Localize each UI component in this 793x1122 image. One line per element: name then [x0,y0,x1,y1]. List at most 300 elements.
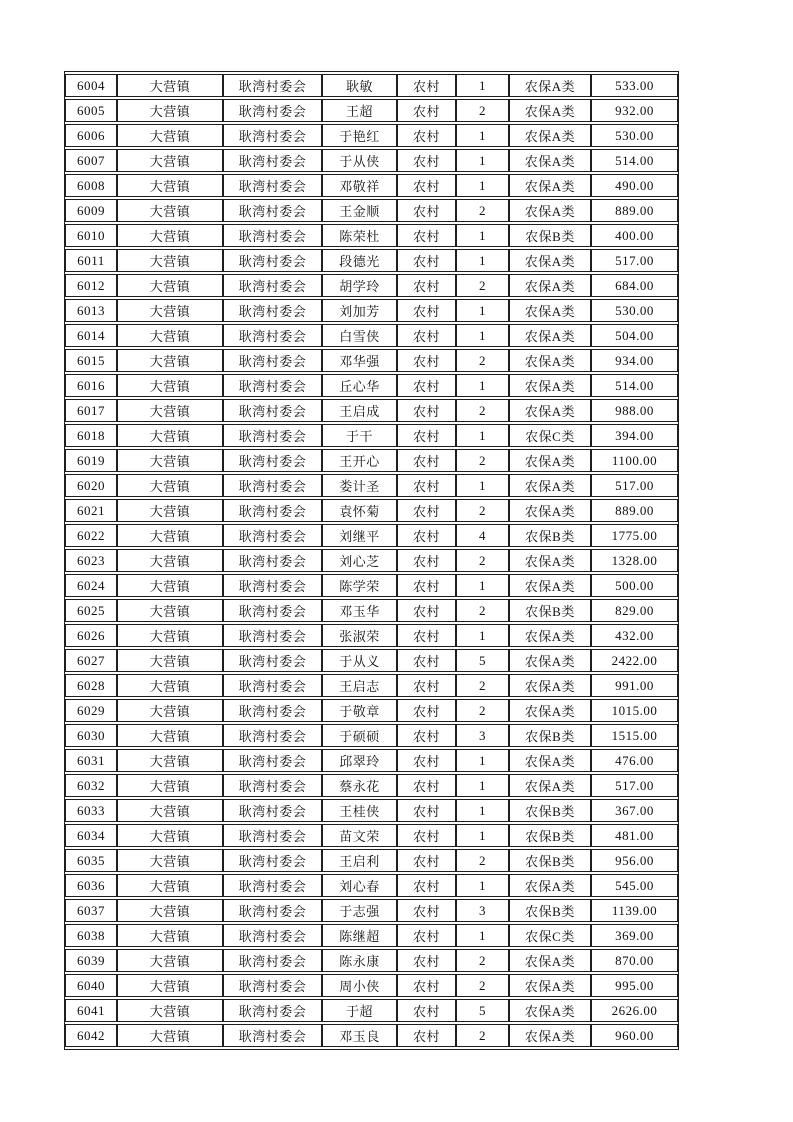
cell-person_count: 2 [456,949,509,972]
cell-amount: 889.00 [591,499,678,522]
cell-town: 大营镇 [117,574,223,597]
cell-amount: 545.00 [591,874,678,897]
cell-person_count: 2 [456,549,509,572]
cell-amount: 956.00 [591,849,678,872]
cell-town: 大营镇 [117,399,223,422]
cell-insurance_category: 农保A类 [509,624,591,647]
table-row [65,199,678,222]
cell-person_count: 2 [456,849,509,872]
cell-record_id: 6012 [65,274,117,297]
table-row [65,849,678,872]
cell-person_count: 1 [456,324,509,347]
cell-village_committee: 耿湾村委会 [223,474,322,497]
cell-residence_type: 农村 [397,849,456,872]
cell-insurance_category: 农保A类 [509,874,591,897]
cell-person_name: 王启利 [322,849,397,872]
table-row [65,424,678,447]
table-row [65,724,678,747]
cell-town: 大营镇 [117,424,223,447]
table-row [65,749,678,772]
cell-residence_type: 农村 [397,324,456,347]
cell-person_count: 1 [456,124,509,147]
cell-person_name: 邱翠玲 [322,749,397,772]
cell-person_count: 4 [456,524,509,547]
cell-residence_type: 农村 [397,499,456,522]
cell-town: 大营镇 [117,999,223,1022]
cell-insurance_category: 农保A类 [509,124,591,147]
cell-insurance_category: 农保B类 [509,799,591,822]
cell-amount: 517.00 [591,774,678,797]
cell-record_id: 6037 [65,899,117,922]
cell-person_count: 1 [456,774,509,797]
cell-insurance_category: 农保A类 [509,574,591,597]
cell-insurance_category: 农保A类 [509,199,591,222]
table-row [65,824,678,847]
cell-person_name: 刘加芳 [322,299,397,322]
cell-amount: 1100.00 [591,449,678,472]
table-row [65,574,678,597]
cell-insurance_category: 农保B类 [509,724,591,747]
table-row [65,249,678,272]
cell-village_committee: 耿湾村委会 [223,774,322,797]
cell-town: 大营镇 [117,974,223,997]
cell-record_id: 6023 [65,549,117,572]
cell-village_committee: 耿湾村委会 [223,199,322,222]
cell-amount: 870.00 [591,949,678,972]
cell-person_name: 王超 [322,99,397,122]
cell-village_committee: 耿湾村委会 [223,274,322,297]
cell-person_name: 王启志 [322,674,397,697]
cell-village_committee: 耿湾村委会 [223,799,322,822]
cell-village_committee: 耿湾村委会 [223,349,322,372]
cell-person_name: 于敬章 [322,699,397,722]
cell-town: 大营镇 [117,924,223,947]
cell-town: 大营镇 [117,449,223,472]
cell-insurance_category: 农保A类 [509,249,591,272]
cell-town: 大营镇 [117,349,223,372]
table-row [65,899,678,922]
table-row [65,474,678,497]
table-row [65,774,678,797]
cell-town: 大营镇 [117,499,223,522]
cell-insurance_category: 农保A类 [509,99,591,122]
cell-person_count: 2 [456,449,509,472]
cell-residence_type: 农村 [397,949,456,972]
table-row [65,674,678,697]
cell-record_id: 6004 [65,74,117,97]
table-row [65,549,678,572]
cell-village_committee: 耿湾村委会 [223,1024,322,1047]
cell-village_committee: 耿湾村委会 [223,749,322,772]
cell-town: 大营镇 [117,374,223,397]
cell-amount: 1515.00 [591,724,678,747]
cell-person_count: 1 [456,249,509,272]
cell-village_committee: 耿湾村委会 [223,399,322,422]
cell-town: 大营镇 [117,599,223,622]
cell-record_id: 6029 [65,699,117,722]
cell-insurance_category: 农保A类 [509,749,591,772]
cell-person_count: 1 [456,624,509,647]
cell-village_committee: 耿湾村委会 [223,674,322,697]
cell-person_name: 张淑荣 [322,624,397,647]
cell-person_count: 1 [456,574,509,597]
cell-person_count: 2 [456,974,509,997]
cell-town: 大营镇 [117,699,223,722]
cell-town: 大营镇 [117,524,223,547]
table-row [65,124,678,147]
cell-residence_type: 农村 [397,799,456,822]
cell-amount: 684.00 [591,274,678,297]
cell-village_committee: 耿湾村委会 [223,874,322,897]
cell-town: 大营镇 [117,549,223,572]
cell-residence_type: 农村 [397,749,456,772]
cell-amount: 960.00 [591,1024,678,1047]
cell-record_id: 6010 [65,224,117,247]
cell-amount: 2422.00 [591,649,678,672]
cell-town: 大营镇 [117,799,223,822]
cell-person_count: 1 [456,174,509,197]
cell-village_committee: 耿湾村委会 [223,499,322,522]
cell-town: 大营镇 [117,849,223,872]
cell-village_committee: 耿湾村委会 [223,924,322,947]
cell-insurance_category: 农保A类 [509,649,591,672]
cell-person_count: 2 [456,99,509,122]
cell-person_name: 陈学荣 [322,574,397,597]
cell-person_count: 1 [456,74,509,97]
cell-town: 大营镇 [117,874,223,897]
cell-amount: 991.00 [591,674,678,697]
cell-town: 大营镇 [117,124,223,147]
cell-record_id: 6022 [65,524,117,547]
cell-residence_type: 农村 [397,349,456,372]
cell-record_id: 6027 [65,649,117,672]
cell-insurance_category: 农保A类 [509,549,591,572]
cell-record_id: 6016 [65,374,117,397]
cell-amount: 530.00 [591,299,678,322]
cell-person_name: 刘心芝 [322,549,397,572]
cell-amount: 490.00 [591,174,678,197]
table-row [65,924,678,947]
cell-residence_type: 农村 [397,474,456,497]
cell-residence_type: 农村 [397,99,456,122]
cell-record_id: 6038 [65,924,117,947]
cell-record_id: 6017 [65,399,117,422]
cell-amount: 533.00 [591,74,678,97]
cell-record_id: 6021 [65,499,117,522]
cell-record_id: 6041 [65,999,117,1022]
cell-person_count: 1 [456,924,509,947]
cell-town: 大营镇 [117,1024,223,1047]
cell-record_id: 6019 [65,449,117,472]
cell-village_committee: 耿湾村委会 [223,849,322,872]
cell-person_name: 陈继超 [322,924,397,947]
cell-person_name: 邓敬祥 [322,174,397,197]
cell-person_count: 2 [456,199,509,222]
cell-residence_type: 农村 [397,774,456,797]
cell-record_id: 6007 [65,149,117,172]
cell-person_name: 娄计圣 [322,474,397,497]
cell-town: 大营镇 [117,824,223,847]
table-row [65,224,678,247]
table-row [65,149,678,172]
cell-record_id: 6005 [65,99,117,122]
cell-village_committee: 耿湾村委会 [223,574,322,597]
cell-insurance_category: 农保A类 [509,324,591,347]
cell-village_committee: 耿湾村委会 [223,624,322,647]
cell-person_name: 刘心春 [322,874,397,897]
cell-person_name: 邓玉良 [322,1024,397,1047]
cell-insurance_category: 农保C类 [509,924,591,947]
table-row [65,799,678,822]
cell-person_name: 白雪侠 [322,324,397,347]
cell-insurance_category: 农保A类 [509,274,591,297]
cell-town: 大营镇 [117,149,223,172]
cell-amount: 889.00 [591,199,678,222]
cell-village_committee: 耿湾村委会 [223,974,322,997]
cell-record_id: 6031 [65,749,117,772]
cell-person_name: 刘继平 [322,524,397,547]
cell-insurance_category: 农保A类 [509,374,591,397]
cell-person_name: 于志强 [322,899,397,922]
cell-record_id: 6039 [65,949,117,972]
cell-residence_type: 农村 [397,549,456,572]
cell-person_count: 3 [456,724,509,747]
cell-person_name: 王桂侠 [322,799,397,822]
cell-residence_type: 农村 [397,399,456,422]
table-row [65,274,678,297]
cell-insurance_category: 农保A类 [509,349,591,372]
cell-town: 大营镇 [117,274,223,297]
cell-village_committee: 耿湾村委会 [223,999,322,1022]
cell-village_committee: 耿湾村委会 [223,824,322,847]
cell-insurance_category: 农保B类 [509,849,591,872]
cell-insurance_category: 农保B类 [509,899,591,922]
cell-residence_type: 农村 [397,224,456,247]
table-row [65,974,678,997]
cell-record_id: 6033 [65,799,117,822]
cell-person_name: 邓华强 [322,349,397,372]
cell-person_count: 1 [456,874,509,897]
cell-person_name: 段德光 [322,249,397,272]
cell-village_committee: 耿湾村委会 [223,324,322,347]
cell-residence_type: 农村 [397,1024,456,1047]
cell-amount: 1775.00 [591,524,678,547]
cell-residence_type: 农村 [397,899,456,922]
cell-record_id: 6020 [65,474,117,497]
cell-town: 大营镇 [117,174,223,197]
cell-insurance_category: 农保A类 [509,974,591,997]
table-row [65,324,678,347]
cell-village_committee: 耿湾村委会 [223,424,322,447]
table-row [65,499,678,522]
cell-residence_type: 农村 [397,624,456,647]
cell-town: 大营镇 [117,749,223,772]
cell-village_committee: 耿湾村委会 [223,899,322,922]
cell-person_name: 丘心华 [322,374,397,397]
cell-village_committee: 耿湾村委会 [223,124,322,147]
cell-amount: 367.00 [591,799,678,822]
cell-residence_type: 农村 [397,374,456,397]
cell-town: 大营镇 [117,299,223,322]
cell-town: 大营镇 [117,249,223,272]
cell-residence_type: 农村 [397,424,456,447]
cell-record_id: 6011 [65,249,117,272]
cell-insurance_category: 农保A类 [509,1024,591,1047]
cell-insurance_category: 农保A类 [509,474,591,497]
cell-insurance_category: 农保C类 [509,424,591,447]
cell-person_count: 1 [456,299,509,322]
cell-person_count: 1 [456,799,509,822]
cell-person_count: 2 [456,674,509,697]
table-row [65,449,678,472]
cell-amount: 514.00 [591,149,678,172]
cell-person_name: 于从义 [322,649,397,672]
cell-residence_type: 农村 [397,824,456,847]
cell-town: 大营镇 [117,649,223,672]
cell-record_id: 6042 [65,1024,117,1047]
cell-amount: 1328.00 [591,549,678,572]
cell-insurance_category: 农保B类 [509,224,591,247]
cell-town: 大营镇 [117,224,223,247]
cell-person_count: 5 [456,999,509,1022]
cell-amount: 432.00 [591,624,678,647]
cell-village_committee: 耿湾村委会 [223,549,322,572]
cell-amount: 400.00 [591,224,678,247]
cell-record_id: 6026 [65,624,117,647]
table-row [65,1024,678,1047]
cell-amount: 476.00 [591,749,678,772]
cell-record_id: 6013 [65,299,117,322]
table-row [65,99,678,122]
cell-person_count: 2 [456,599,509,622]
cell-person_count: 1 [456,749,509,772]
cell-village_committee: 耿湾村委会 [223,299,322,322]
cell-town: 大营镇 [117,899,223,922]
table-row [65,74,678,97]
cell-person_count: 2 [456,699,509,722]
table-row [65,874,678,897]
cell-person_name: 于干 [322,424,397,447]
cell-village_committee: 耿湾村委会 [223,99,322,122]
cell-record_id: 6008 [65,174,117,197]
cell-person_count: 5 [456,649,509,672]
cell-insurance_category: 农保A类 [509,999,591,1022]
cell-insurance_category: 农保A类 [509,699,591,722]
cell-amount: 1139.00 [591,899,678,922]
cell-village_committee: 耿湾村委会 [223,699,322,722]
cell-person_count: 1 [456,224,509,247]
cell-person_count: 2 [456,349,509,372]
cell-record_id: 6006 [65,124,117,147]
cell-record_id: 6009 [65,199,117,222]
cell-person_count: 3 [456,899,509,922]
cell-record_id: 6018 [65,424,117,447]
cell-town: 大营镇 [117,324,223,347]
cell-residence_type: 农村 [397,924,456,947]
cell-amount: 517.00 [591,474,678,497]
cell-town: 大营镇 [117,674,223,697]
cell-insurance_category: 农保A类 [509,774,591,797]
cell-amount: 394.00 [591,424,678,447]
cell-amount: 932.00 [591,99,678,122]
cell-residence_type: 农村 [397,274,456,297]
cell-person_name: 王金顺 [322,199,397,222]
cell-person_name: 于超 [322,999,397,1022]
cell-person_name: 袁怀菊 [322,499,397,522]
cell-town: 大营镇 [117,74,223,97]
cell-person_name: 于硕硕 [322,724,397,747]
cell-record_id: 6028 [65,674,117,697]
cell-person_count: 2 [456,499,509,522]
cell-village_committee: 耿湾村委会 [223,174,322,197]
cell-village_committee: 耿湾村委会 [223,249,322,272]
cell-person_name: 苗文荣 [322,824,397,847]
cell-residence_type: 农村 [397,649,456,672]
cell-amount: 369.00 [591,924,678,947]
cell-person_name: 于从侠 [322,149,397,172]
cell-record_id: 6015 [65,349,117,372]
cell-residence_type: 农村 [397,699,456,722]
cell-person_count: 1 [456,424,509,447]
cell-residence_type: 农村 [397,199,456,222]
cell-town: 大营镇 [117,624,223,647]
table-row [65,374,678,397]
cell-town: 大营镇 [117,724,223,747]
table-row [65,699,678,722]
cell-person_count: 1 [456,149,509,172]
cell-town: 大营镇 [117,949,223,972]
cell-residence_type: 农村 [397,574,456,597]
cell-insurance_category: 农保A类 [509,74,591,97]
cell-record_id: 6014 [65,324,117,347]
table-row [65,599,678,622]
insurance-roster-table [64,71,679,1050]
cell-amount: 995.00 [591,974,678,997]
table-row [65,999,678,1022]
cell-village_committee: 耿湾村委会 [223,224,322,247]
cell-person_count: 1 [456,374,509,397]
cell-record_id: 6032 [65,774,117,797]
cell-amount: 1015.00 [591,699,678,722]
cell-person_name: 王启成 [322,399,397,422]
cell-amount: 514.00 [591,374,678,397]
cell-residence_type: 农村 [397,674,456,697]
cell-insurance_category: 农保A类 [509,949,591,972]
cell-person_name: 蔡永花 [322,774,397,797]
cell-town: 大营镇 [117,99,223,122]
cell-insurance_category: 农保A类 [509,499,591,522]
table-row [65,299,678,322]
cell-town: 大营镇 [117,774,223,797]
table-row [65,399,678,422]
cell-insurance_category: 农保B类 [509,599,591,622]
cell-amount: 517.00 [591,249,678,272]
cell-insurance_category: 农保A类 [509,299,591,322]
cell-insurance_category: 农保A类 [509,174,591,197]
cell-insurance_category: 农保B类 [509,524,591,547]
cell-residence_type: 农村 [397,249,456,272]
table-row [65,349,678,372]
cell-residence_type: 农村 [397,299,456,322]
cell-insurance_category: 农保A类 [509,149,591,172]
cell-residence_type: 农村 [397,74,456,97]
cell-insurance_category: 农保A类 [509,449,591,472]
cell-residence_type: 农村 [397,449,456,472]
cell-residence_type: 农村 [397,599,456,622]
cell-record_id: 6040 [65,974,117,997]
cell-residence_type: 农村 [397,874,456,897]
table-row [65,174,678,197]
